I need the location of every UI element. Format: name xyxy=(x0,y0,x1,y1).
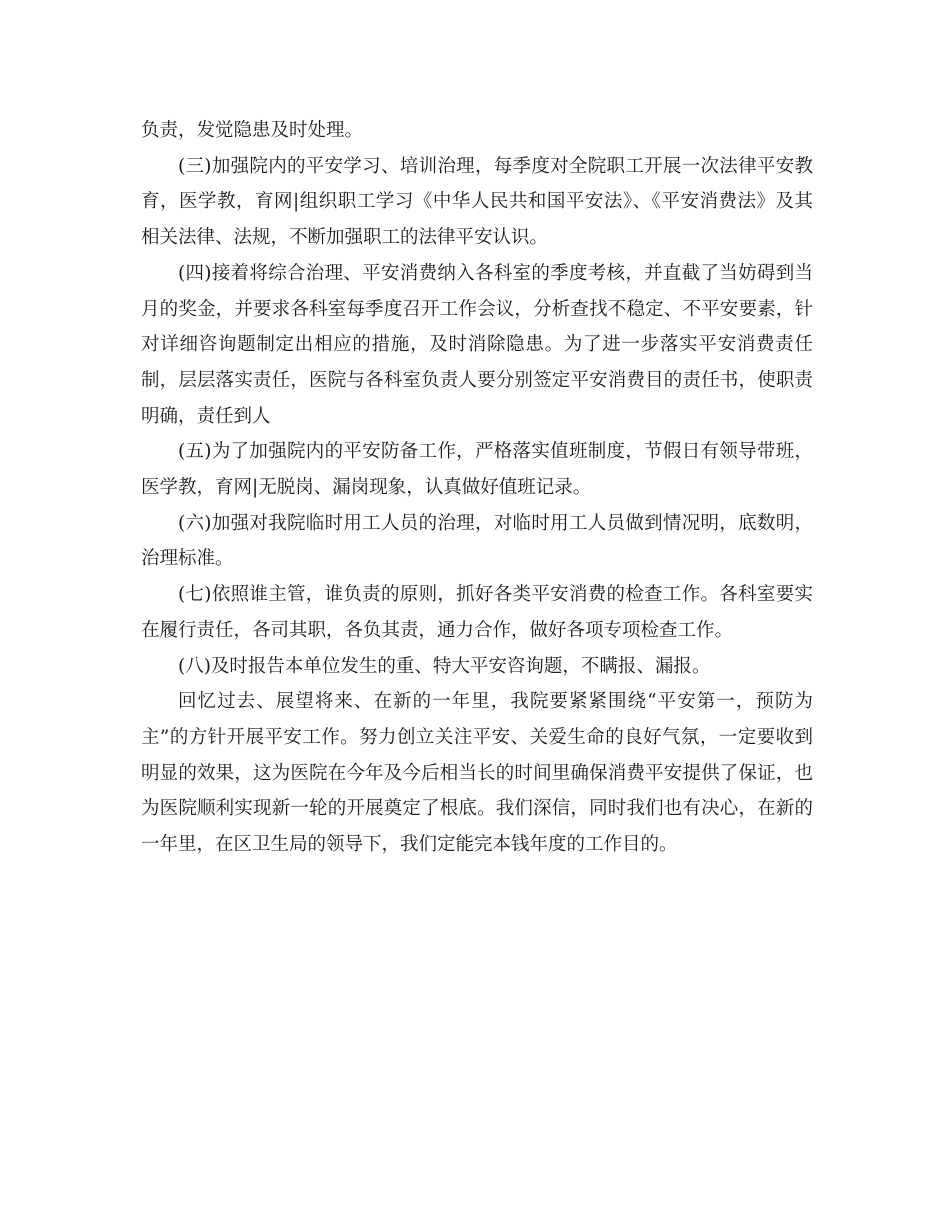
paragraph-section-8: (八)及时报告本单位发生的重、特大平安咨询题，不瞒报、漏报。 xyxy=(178,655,711,677)
paragraph-section-3: (三)加强院内的平安学习、培训治理，每季度对全院职工开展一次法律平安教育，医学教，育网|组织职工学习《中华人民共和国平安法》、《平安消费法》及其相关法律、法规，不断加强职工的法律平安认识。 xyxy=(141,155,813,249)
paragraph-section-6: (六)加强对我院临时用工人员的治理，对临时用工人员做到情况明，底数明，治理标准。 xyxy=(141,512,813,570)
paragraph-section-5: (五)为了加强院内的平安防备工作，严格落实值班制度，节假日有领导带班，医学教，育网|无脱岗、漏岗现象，认真做好值班记录。 xyxy=(141,441,813,499)
paragraph-continuation: 负责，发觉隐患及时处理。 xyxy=(141,120,364,141)
document-body xyxy=(141,113,813,863)
paragraph-conclusion: 回忆过去、展望将来、在新的一年里，我院要紧紧围绕“平安第一，预防为主”的方针开展平安工作。努力创立关注平安、关爱生命的良好气氛，一定要收到明显的效果，这为医院在今年及今后相当长的时间里确保消费平安提供了保证，也为医院顺利实现新一轮的开展奠定了根底。我们深信，同时我们也有决心，在新的一年里，在区卫生局的领导下，我们定能完本钱年度的工作目的。 xyxy=(141,691,813,856)
paragraph-section-4: (四)接着将综合治理、平安消费纳入各科室的季度考核，并直截了当妨碍到当月的奖金，并要求各科室每季度召开工作会议，分析查找不稳定、不平安要素，针对详细咨询题制定出相应的措施，及时消除隐患。为了进一步落实平安消费责任制，层层落实责任，医院与各科室负责人要分别签定平安消费目的责任书，使职责明确，责任到人 xyxy=(141,262,813,427)
paragraph-section-7: (七)依照谁主管，谁负责的原则，抓好各类平安消费的检查工作。各科室要实在履行责任，各司其职，各负其责，通力合作，做好各项专项检查工作。 xyxy=(141,584,813,641)
